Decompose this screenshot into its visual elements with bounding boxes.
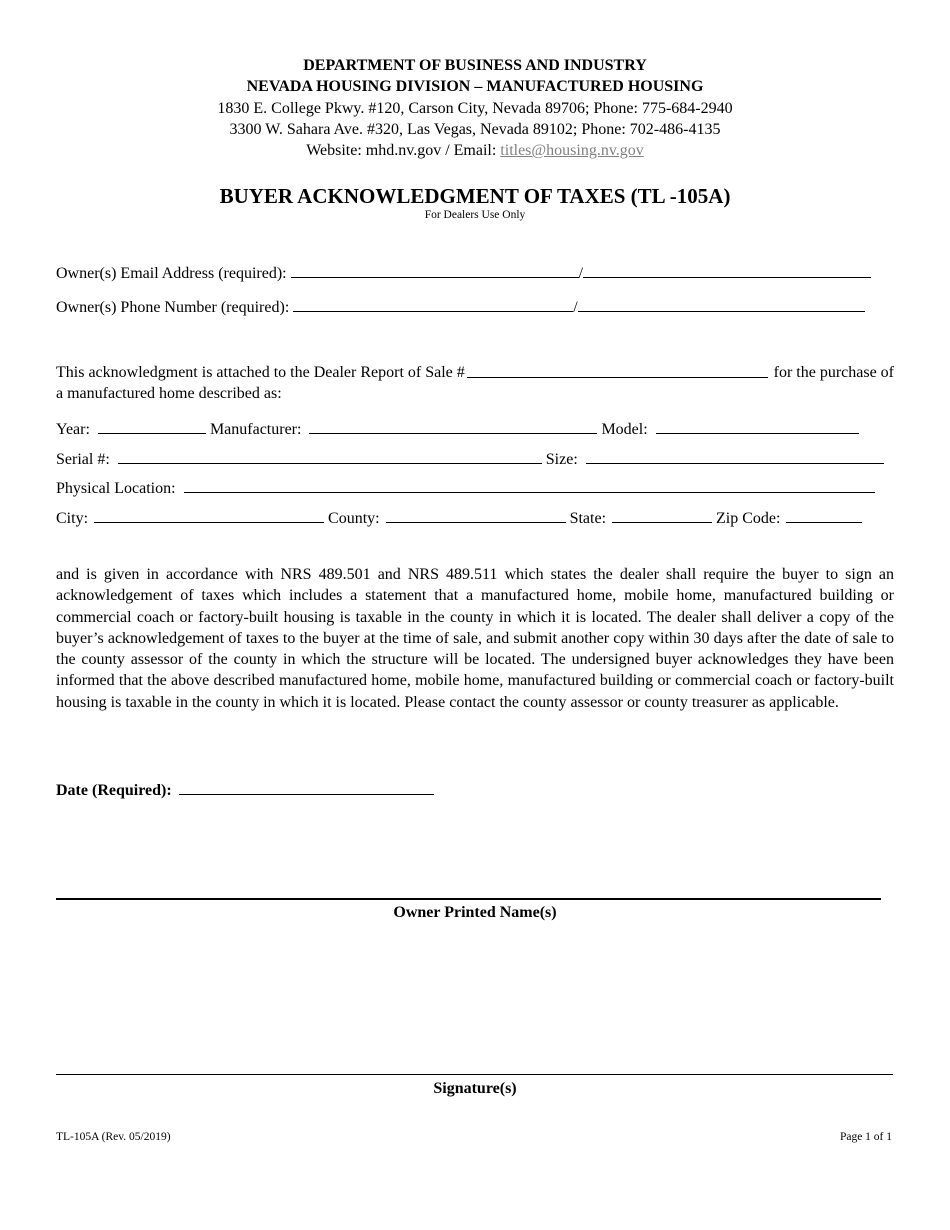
- county-field[interactable]: [386, 507, 566, 523]
- page-number: Page 1 of 1: [839, 1131, 892, 1143]
- owner-phone-field-1[interactable]: [293, 296, 573, 312]
- form-subtitle: For Dealers Use Only: [424, 209, 526, 221]
- size-label: Size:: [545, 451, 578, 468]
- acknowledgment-line: [56, 362, 894, 383]
- dealer-report-number-field[interactable]: [467, 362, 768, 378]
- owner-printed-name-label: Owner Printed Name(s): [393, 904, 557, 921]
- serial-field[interactable]: [118, 448, 542, 464]
- manufacturer-label: Manufacturer:: [209, 421, 302, 438]
- owner-email-field-2[interactable]: [583, 262, 871, 278]
- acknowledgment-suffix: for the purchase of: [773, 364, 894, 381]
- state-label: State:: [569, 510, 607, 527]
- city-field[interactable]: [94, 507, 324, 523]
- owner-phone-row: [56, 296, 865, 318]
- date-label: Date (Required):: [56, 782, 172, 799]
- signature-label: Signature(s): [433, 1080, 517, 1097]
- division-name: NEVADA HOUSING DIVISION – MANUFACTURED HOUSING: [246, 78, 704, 96]
- website-line: [0, 140, 950, 161]
- owner-phone-field-2[interactable]: [578, 296, 865, 312]
- owner-email-separator: /: [578, 265, 584, 282]
- owner-phone-separator: /: [573, 299, 578, 316]
- serial-label: Serial #:: [56, 451, 110, 468]
- department-name: DEPARTMENT OF BUSINESS AND INDUSTRY: [303, 57, 647, 74]
- website-text: Website: mhd.nv.gov / Email:: [306, 142, 501, 160]
- tax-statement-paragraph: and is given in accordance with NRS 489.501 and NRS 489.511 which states the dealer shall require the buyer to sign an acknowledgement of taxes which includes a statement that a manufactured home, mobile home, manufactured building or commercial coach or factory-built housing is taxable in the county in which it is located. The dealer shall deliver a copy of the buyer’s acknowledgement of taxes to the buyer at the time of sale, and submit another copy within 30 days after the date of sale to the county assessor of the county in which the structure will be located. The undersigned buyer acknowledges they have been informed that the above described manufactured home, mobile home, manufactured building or commercial coach or factory-built housing is taxable in the county in which it is located. Please contact the county assessor or county treasurer as applicable.: [56, 566, 894, 711]
- zip-code-field[interactable]: [786, 507, 862, 523]
- las-vegas-address: 3300 W. Sahara Ave. #320, Las Vegas, Nevada 89102; Phone: 702-486-4135: [229, 120, 721, 138]
- carson-city-address: 1830 E. College Pkwy. #120, Carson City, Nevada 89706; Phone: 775-684-2940: [217, 99, 733, 117]
- date-row: [56, 779, 434, 800]
- year-field[interactable]: [98, 418, 206, 434]
- acknowledgment-prefix: This acknowledgment is attached to the Dealer Report of Sale #: [56, 364, 465, 381]
- zip-code-label: Zip Code:: [716, 510, 781, 527]
- county-label: County:: [328, 510, 380, 527]
- state-field[interactable]: [612, 507, 712, 523]
- size-field[interactable]: [586, 448, 884, 464]
- email-link[interactable]: titles@housing.nv.gov: [500, 142, 644, 160]
- acknowledgment-line-2: a manufactured home described as:: [56, 385, 282, 402]
- home-details-row-3: [56, 477, 875, 499]
- owner-email-label: Owner(s) Email Address (required):: [56, 265, 287, 282]
- owner-phone-label: Owner(s) Phone Number (required):: [56, 299, 290, 316]
- manufacturer-field[interactable]: [309, 418, 597, 434]
- acknowledgment-block: [56, 362, 894, 404]
- form-title: BUYER ACKNOWLEDGMENT OF TAXES (TL -105A): [219, 184, 731, 208]
- model-field[interactable]: [656, 418, 859, 434]
- model-label: Model:: [601, 421, 648, 438]
- owner-printed-name-line[interactable]: [56, 898, 881, 900]
- physical-location-field[interactable]: [184, 477, 875, 493]
- home-details-row-2: [56, 448, 884, 470]
- date-field[interactable]: [179, 779, 434, 795]
- year-label: Year:: [56, 421, 90, 438]
- agency-header: [0, 55, 950, 161]
- owner-email-field-1[interactable]: [291, 262, 579, 278]
- home-details-row-4: [56, 507, 862, 529]
- city-label: City:: [56, 510, 89, 527]
- signature-line[interactable]: [56, 1074, 893, 1075]
- home-details-row-1: [56, 418, 859, 440]
- owner-email-row: [56, 262, 871, 284]
- physical-location-label: Physical Location:: [56, 480, 176, 497]
- form-revision: TL-105A (Rev. 05/2019): [56, 1131, 171, 1143]
